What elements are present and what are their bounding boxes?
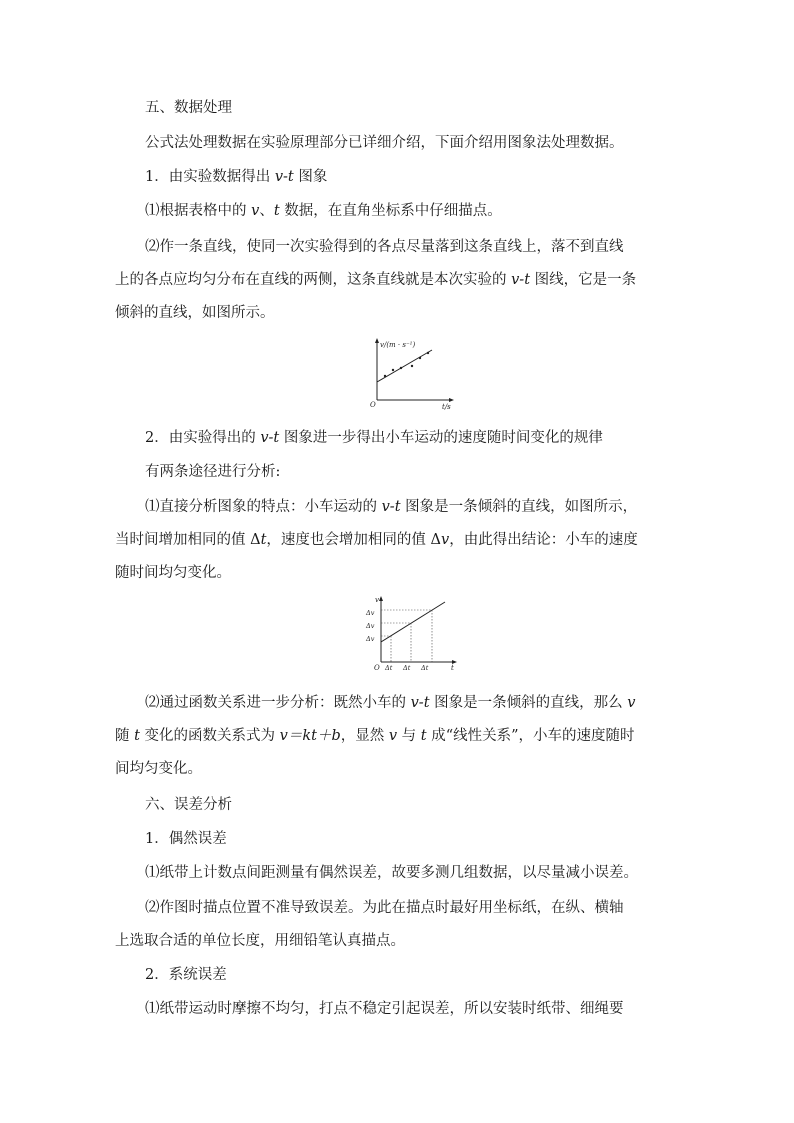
paragraph-direct-1: ⑴直接分析图象的特点：小车运动的 v-t 图象是一条倾斜的直线，如图所示， bbox=[145, 499, 638, 515]
subheading-systematic-error: 2．系统误差 bbox=[145, 967, 227, 983]
delta-t-label: Δt bbox=[421, 664, 429, 672]
subheading-analysis: 2．由实验得出的 v-t 图象进一步得出小车运动的速度随时间变化的规律 bbox=[145, 430, 603, 446]
origin-label: O bbox=[374, 664, 380, 672]
x-axis-label: t/s bbox=[442, 403, 451, 411]
paragraph-draw-line-2: 上的各点应均匀分布在直线的两侧，这条直线就是本次实验的 v-t 图线，它是一条 bbox=[115, 272, 637, 288]
paragraph-random-2b: 上选取合适的单位长度，用细铅笔认真描点。 bbox=[115, 933, 405, 949]
delta-t-label: Δt bbox=[403, 664, 411, 672]
y-axis-label: v bbox=[375, 596, 379, 604]
delta-t-label: Δt bbox=[385, 664, 393, 672]
paragraph-random-1: ⑴纸带上计数点间距测量有偶然误差，故要多测几组数据，以尽量减小误差。 bbox=[145, 865, 638, 881]
subheading-vt-graph: 1．由实验数据得出 v-t 图象 bbox=[145, 169, 328, 185]
figure-vt-graph-delta bbox=[365, 592, 465, 674]
data-point bbox=[427, 352, 429, 354]
data-point bbox=[392, 369, 394, 371]
y-axis-arrow bbox=[379, 596, 383, 601]
paragraph-random-2a: ⑵作图时描点位置不准导致误差。为此在描点时最好用坐标纸，在纵、横轴 bbox=[145, 900, 624, 916]
x-axis-label: t bbox=[451, 664, 454, 672]
section-heading-error-analysis: 六、误差分析 bbox=[145, 797, 232, 813]
data-point bbox=[384, 375, 386, 377]
paragraph-intro: 公式法处理数据在实验原理部分已详细介绍，下面介绍用图象法处理数据。 bbox=[145, 135, 624, 151]
x-axis-arrow bbox=[449, 398, 454, 402]
section-heading-data-processing: 五、数据处理 bbox=[145, 100, 232, 116]
y-axis-label: v/(m · s⁻¹) bbox=[380, 341, 416, 349]
data-point bbox=[419, 357, 421, 359]
paragraph-direct-2: 当时间增加相同的值 Δt，速度也会增加相同的值 Δv，由此得出结论：小车的速度 bbox=[115, 532, 638, 548]
paragraph-function-3: 间均匀变化。 bbox=[115, 761, 202, 777]
paragraph-function-2: 随 t 变化的函数关系式为 v＝kt＋b，显然 v 与 t 成“线性关系”，小车的速度随时 bbox=[115, 728, 635, 744]
paragraph-draw-line-1: ⑵作一条直线，使同一次实验得到的各点尽量落到这条直线上，落不到直线 bbox=[145, 239, 624, 255]
fit-line bbox=[377, 350, 432, 382]
paragraph-direct-3: 随时间均匀变化。 bbox=[115, 565, 231, 581]
data-point bbox=[400, 367, 402, 369]
paragraph-two-ways: 有两条途径进行分析: bbox=[145, 464, 281, 480]
figure-vt-graph-points bbox=[360, 335, 460, 413]
delta-v-label: Δv bbox=[366, 609, 375, 617]
subheading-random-error: 1．偶然误差 bbox=[145, 831, 227, 847]
origin-label: O bbox=[370, 401, 376, 409]
data-point bbox=[411, 365, 413, 367]
delta-v-label: Δv bbox=[366, 635, 375, 643]
y-axis-arrow bbox=[375, 338, 379, 343]
paragraph-plot-points: ⑴根据表格中的 v、t 数据，在直角坐标系中仔细描点。 bbox=[145, 203, 502, 219]
paragraph-systematic-1: ⑴纸带运动时摩擦不均匀，打点不稳定引起误差，所以安装时纸带、细绳要 bbox=[145, 1001, 624, 1017]
delta-v-label: Δv bbox=[366, 622, 375, 630]
paragraph-function-1: ⑵通过函数关系进一步分析：既然小车的 v-t 图象是一条倾斜的直线，那么 v bbox=[145, 695, 636, 711]
paragraph-draw-line-3: 倾斜的直线，如图所示。 bbox=[115, 305, 275, 321]
